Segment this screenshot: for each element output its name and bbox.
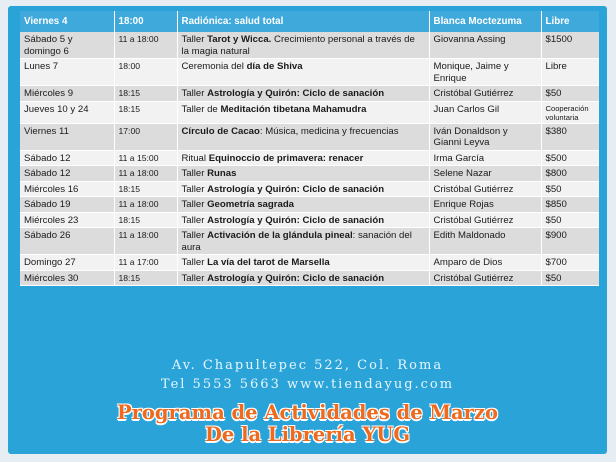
flyer-card: [8, 6, 607, 454]
row-price: $50: [541, 86, 599, 102]
activity-name: Astrología y Quirón: Ciclo de sanación: [207, 214, 385, 226]
activity-name: Astrología y Quirón: Ciclo de sanación: [207, 183, 385, 195]
activity-name: Runas: [207, 168, 237, 179]
row-host: Cristóbal Gutiérrez: [429, 212, 541, 228]
row-host: Juan Carlos Gil: [429, 101, 541, 123]
row-time: 11 a 18:00: [114, 166, 177, 182]
row-price: Cooperación voluntaria: [541, 101, 599, 123]
row-price: $1500: [541, 32, 599, 59]
row-time: 11 a 18:00: [114, 197, 177, 213]
row-date: Sábado 26: [20, 228, 114, 255]
row-activity: [177, 181, 429, 197]
row-time: 17:00: [114, 123, 177, 150]
row-activity: [177, 32, 429, 59]
promo-title-line1: Programa de Actividades de Marzo: [116, 401, 498, 424]
header-price: Libre: [541, 11, 599, 32]
row-date: Miércoles 9: [20, 86, 114, 102]
table-row: [20, 270, 599, 286]
table-row: [20, 59, 599, 86]
row-activity: [177, 123, 429, 150]
row-price: $700: [541, 255, 599, 271]
activity-suffix: : sanación del aura: [181, 230, 412, 253]
table-row: [20, 150, 599, 166]
row-price: Libre: [541, 59, 599, 86]
activity-name: La vía del tarot de Marsella: [207, 257, 330, 268]
activity-prefix: Taller: [181, 183, 208, 195]
activity-prefix: Ceremonia del: [181, 61, 247, 72]
row-time: 18:15: [114, 270, 177, 286]
activity-prefix: Taller: [181, 257, 208, 268]
table-row: [20, 32, 599, 59]
row-activity: [177, 212, 429, 228]
header-activity: Radiónica: salud total: [177, 11, 429, 32]
row-host: Cristóbal Gutiérrez: [429, 86, 541, 102]
table-row: [20, 101, 599, 123]
row-time: 18:15: [114, 181, 177, 197]
row-date: Sábado 12: [20, 150, 114, 166]
row-host: Selene Nazar: [429, 166, 541, 182]
row-date: Miércoles 23: [20, 212, 114, 228]
header-host: Blanca Moctezuma: [429, 11, 541, 32]
row-time: 18:15: [114, 86, 177, 102]
table-row: [20, 212, 599, 228]
row-time: 18:15: [114, 101, 177, 123]
table-row: [20, 86, 599, 102]
activity-suffix: : Música, medicina y frecuencias: [259, 125, 399, 137]
table-row: [20, 166, 599, 182]
row-date: Jueves 10 y 24: [20, 101, 114, 123]
table-row: [20, 123, 599, 150]
activity-prefix: Taller: [181, 88, 208, 99]
activities-table: [20, 11, 599, 286]
row-activity: [177, 270, 429, 286]
row-price: $50: [541, 181, 599, 197]
row-date: Viernes 11: [20, 123, 114, 150]
row-price: $500: [541, 150, 599, 166]
row-host: Monique, Jaime y Enrique: [429, 59, 541, 86]
activity-prefix: Taller: [181, 34, 208, 45]
activity-name: Astrología y Quirón: Ciclo de sanación: [207, 88, 385, 99]
footer: [8, 352, 607, 454]
table-row: [20, 228, 599, 255]
row-host: Cristóbal Gutiérrez: [429, 270, 541, 286]
row-date: Sábado 19: [20, 197, 114, 213]
row-host: Irma García: [429, 150, 541, 166]
row-price: $50: [541, 212, 599, 228]
row-time: 18:00: [114, 59, 177, 86]
activities-body: [20, 32, 599, 286]
activity-name: Activación de la glándula pineal: [207, 230, 353, 241]
activity-prefix: Taller: [181, 272, 208, 284]
row-time: 18:15: [114, 212, 177, 228]
row-time: 11 a 17:00: [114, 255, 177, 271]
row-date: Sábado 12: [20, 166, 114, 182]
activity-name: Meditación tibetana Mahamudra: [220, 103, 367, 115]
row-activity: [177, 150, 429, 166]
activity-name: Geometría sagrada: [207, 199, 295, 210]
activity-prefix: Taller de: [181, 103, 221, 115]
row-price: $850: [541, 197, 599, 213]
row-date: Sábado 5 y domingo 6: [20, 32, 114, 59]
row-host: Enrique Rojas: [429, 197, 541, 213]
activity-name: Tarot y Wicca.: [207, 34, 272, 45]
row-time: 11 a 15:00: [114, 150, 177, 166]
row-date: Miércoles 30: [20, 270, 114, 286]
row-activity: [177, 255, 429, 271]
row-date: Domingo 27: [20, 255, 114, 271]
activity-suffix: Crecimiento personal a través de la magia natural: [181, 34, 415, 57]
activity-prefix: Ritual: [181, 152, 209, 164]
row-time: 11 a 18:00: [114, 32, 177, 59]
row-price: $900: [541, 228, 599, 255]
activity-prefix: Taller: [181, 199, 208, 210]
activity-name: Círculo de Cacao: [181, 125, 260, 137]
table-row: [20, 181, 599, 197]
header-date: Viernes 4: [20, 11, 114, 32]
row-activity: [177, 166, 429, 182]
header-time: 18:00: [114, 11, 177, 32]
row-price: $50: [541, 270, 599, 286]
row-date: Miércoles 16: [20, 181, 114, 197]
row-host: Edith Maldonado: [429, 228, 541, 255]
row-time: 11 a 18:00: [114, 228, 177, 255]
activity-prefix: Taller: [181, 230, 208, 241]
header-row: [20, 11, 599, 32]
promo-title-line2: De la Librería YUG: [204, 423, 411, 446]
table-row: [20, 197, 599, 213]
activity-prefix: Taller: [181, 168, 208, 179]
activity-name: día de Shiva: [246, 61, 303, 72]
activity-name: Equinoccio de primavera: renacer: [208, 152, 364, 164]
table-row: [20, 255, 599, 271]
row-host: Giovanna Assing: [429, 32, 541, 59]
row-host: Iván Donaldson y Gianni Leyva: [429, 123, 541, 150]
address-text: Av. Chapultepec 522, Col. Roma: [171, 358, 444, 373]
row-activity: [177, 197, 429, 213]
row-price: $800: [541, 166, 599, 182]
row-host: Amparo de Dios: [429, 255, 541, 271]
activity-name: Astrología y Quirón: Ciclo de sanación: [207, 272, 385, 284]
activity-prefix: Taller: [181, 214, 208, 226]
row-activity: [177, 228, 429, 255]
row-activity: [177, 59, 429, 86]
row-activity: [177, 86, 429, 102]
row-activity: [177, 101, 429, 123]
row-price: $380: [541, 123, 599, 150]
row-date: Lunes 7: [20, 59, 114, 86]
row-host: Cristóbal Gutiérrez: [429, 181, 541, 197]
contact-text: Tel 5553 5663 www.tiendayug.com: [160, 377, 455, 392]
